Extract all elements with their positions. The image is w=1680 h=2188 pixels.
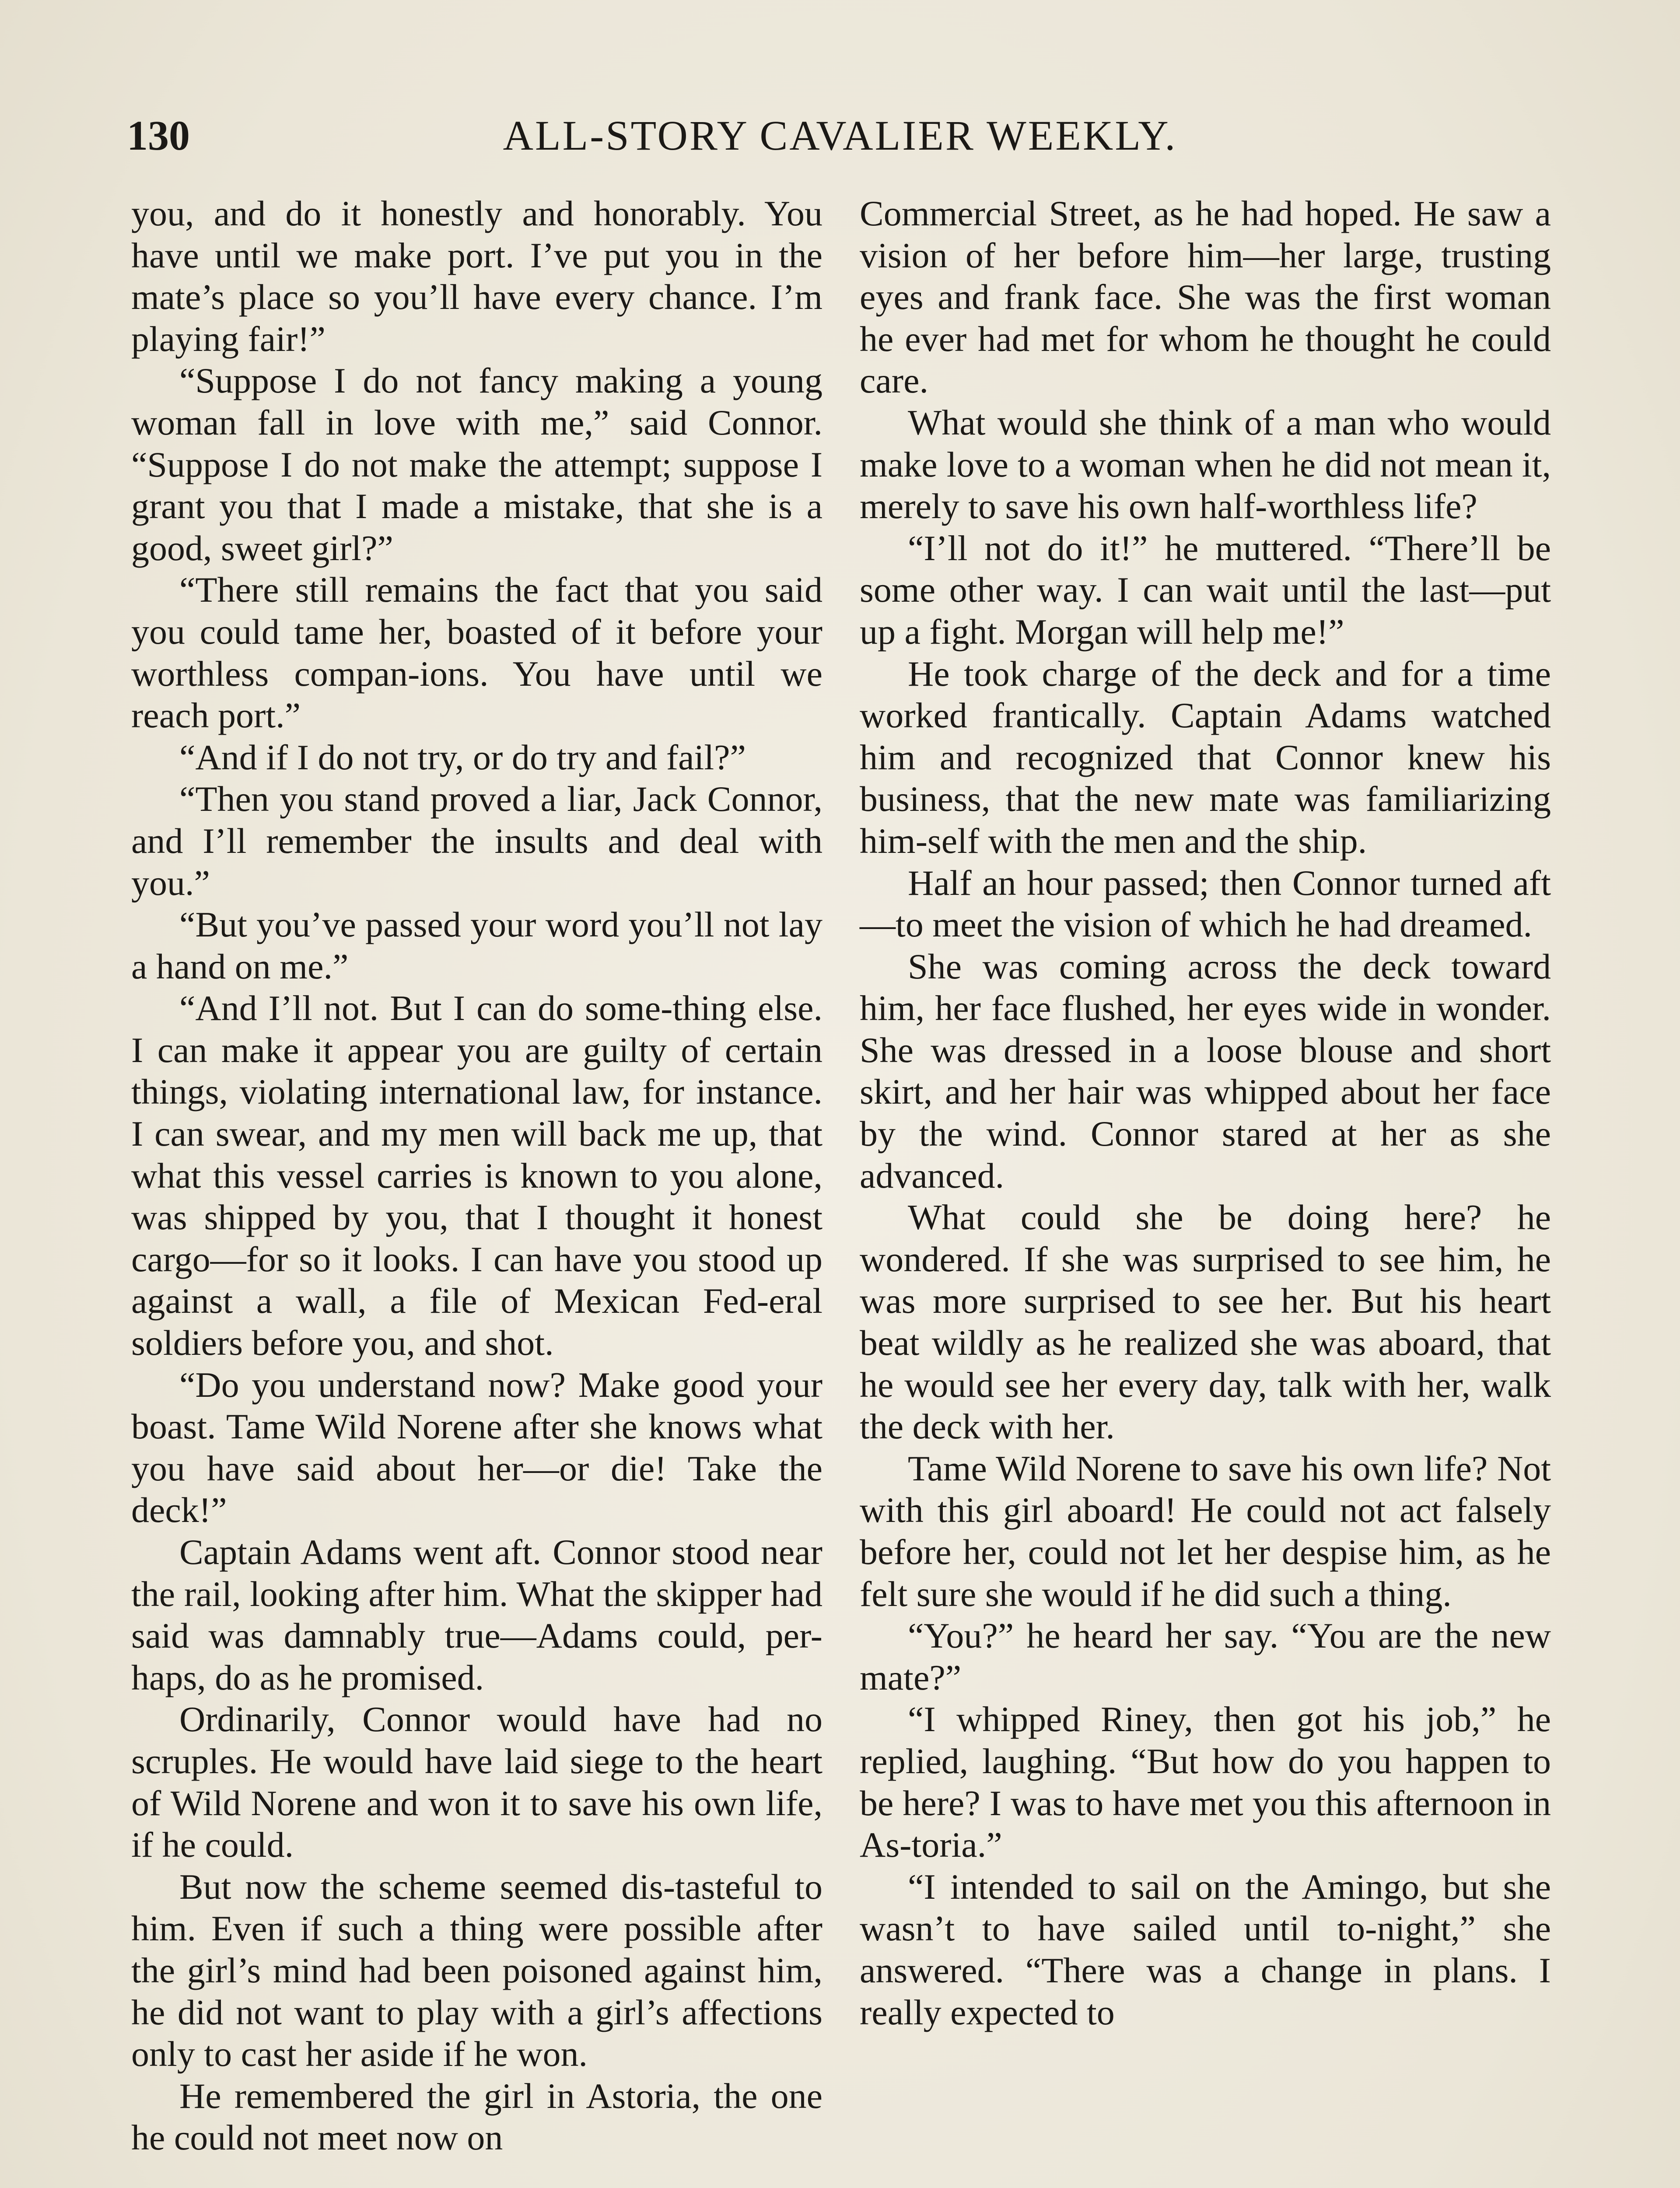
paragraph: “And if I do not try, or do try and fail?”	[179, 737, 746, 777]
paragraph: She was coming across the deck toward him, her face flushed, her eyes wide in wonder. She was dressed in a loose blouse and short skirt, and her hair was whipped about her face by the wind. Connor stared at her as she advanced.	[860, 946, 1551, 1196]
paragraph: “And I’ll not. But I can do some-thing else. I can make it appear you are guilty of certain things, violating international law, for instance. I can swear, and my men will back me up, that what this vessel carries is known to you alone, was shipped by you, that I thought it honest cargo—for so it looks. I can have you stood up against a wall, a file of Mexican Fed-eral soldiers before you, and shot.	[131, 988, 822, 1363]
paragraph: “Then you stand proved a liar, Jack Connor, and I’ll remember the insults and deal with you.”	[131, 779, 822, 903]
page-number: 130	[127, 112, 190, 159]
paragraph: you, and do it honestly and honorably. You have until we make port. I’ve put you in the mate’s place so you’ll have every chance. I’m playing fair!”	[131, 193, 822, 359]
paragraph: “I’ll not do it!” he muttered. “There’ll be some other way. I can wait until the last—put up a fight. Morgan will help me!”	[860, 528, 1551, 652]
paragraph: “You?” he heard her say. “You are the new mate?”	[860, 1616, 1551, 1697]
left-column	[131, 193, 822, 2159]
paragraph: Ordinarily, Connor would have had no scruples. He would have laid siege to the heart of Wild Norene and won it to save his own life, if he could.	[131, 1699, 822, 1865]
paragraph: He remembered the girl in Astoria, the one he could not meet now on	[131, 2076, 822, 2158]
paragraph: Tame Wild Norene to save his own life? Not with this girl aboard! He could not act falsely before her, could not let her despise him, as he felt sure she would if he did such a thing.	[860, 1448, 1551, 1614]
paragraph: “Do you understand now? Make good your boast. Tame Wild Norene after she knows what you have said about her—or die! Take the deck!”	[131, 1364, 822, 1530]
right-column	[860, 193, 1551, 2033]
paragraph: “Suppose I do not fancy making a young woman fall in love with me,” said Connor. “Suppose I do not make the attempt; suppose I grant you that I made a mistake, that she is a good, sweet girl?”	[131, 361, 822, 568]
paragraph: Captain Adams went aft. Connor stood near the rail, looking after him. What the skipper had said was damnably true—Adams could, per-haps, do as he promised.	[131, 1532, 822, 1697]
paragraph: But now the scheme seemed dis-tasteful to him. Even if such a thing were possible after the girl’s mind had been poisoned against him, he did not want to play with a girl’s affections only to cast her aside if he won.	[131, 1866, 822, 2074]
paragraph: What would she think of a man who would make love to a woman when he did not mean it, merely to save his own half-worthless life?	[860, 402, 1551, 526]
paragraph: What could she be doing here? he wondered. If she was surprised to see him, he was more surprised to see her. But his heart beat wildly as he realized she was aboard, that he would see her every day, talk with her, walk the deck with her.	[860, 1197, 1551, 1447]
page-header	[127, 109, 1553, 162]
running-title: ALL-STORY CAVALIER WEEKLY.	[503, 112, 1177, 159]
paragraph: Half an hour passed; then Connor turned aft—to meet the vision of which he had dreamed.	[860, 863, 1551, 945]
paragraph: Commercial Street, as he had hoped. He saw a vision of her before him—her large, trusting eyes and frank face. She was the first woman he ever had met for whom he thought he could care.	[860, 193, 1551, 401]
paragraph: “There still remains the fact that you said you could tame her, boasted of it before your worthless compan-ions. You have until we reach port.”	[131, 570, 822, 736]
paragraph: “I intended to sail on the Amingo, but she wasn’t to have sailed until to-night,” she answered. “There was a change in plans. I really expected to	[860, 1866, 1551, 2032]
paragraph: He took charge of the deck and for a time worked frantically. Captain Adams watched him and recognized that Connor knew his business, that the new mate was familiarizing him-self with the men and the ship.	[860, 653, 1551, 861]
paragraph: “But you’ve passed your word you’ll not lay a hand on me.”	[131, 905, 822, 986]
paragraph: “I whipped Riney, then got his job,” he replied, laughing. “But how do you happen to be here? I was to have met you this afternoon in As-toria.”	[860, 1699, 1551, 1865]
